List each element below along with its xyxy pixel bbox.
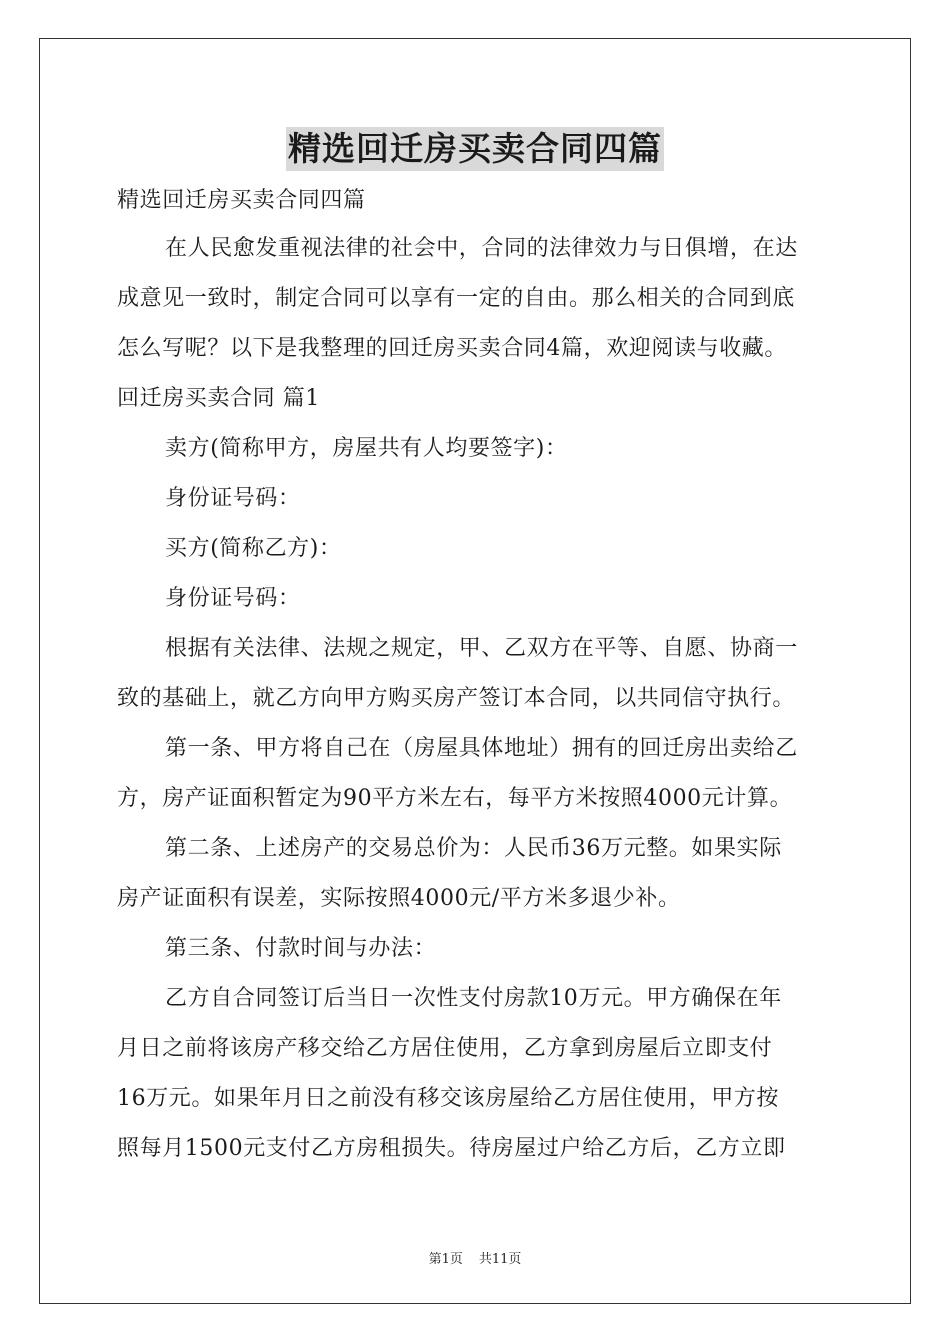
paragraph-line: 致的基础上，就乙方向甲方购买房产签订本合同，以共同信守执行。 [117, 686, 796, 711]
subtitle-line: 精选回迁房买卖合同四篇 [117, 188, 366, 213]
paragraph-line: 身份证号码： [165, 586, 301, 611]
page-total: 共11页 [478, 1252, 522, 1267]
page-number: 第1页 [428, 1252, 463, 1267]
paragraph-line: 16万元。如果年月日之前没有移交该房屋给乙方居住使用，甲方按 [117, 1086, 779, 1111]
paragraph-line: 房产证面积有误差，实际按照4000元/平方米多退少补。 [117, 886, 681, 911]
document-title-text: 精选回迁房买卖合同四篇 [286, 127, 664, 171]
section-heading: 回迁房买卖合同 篇1 [117, 386, 320, 411]
document-title [0, 127, 950, 171]
paragraph-line: 根据有关法律、法规之规定，甲、乙双方在平等、自愿、协商一 [165, 636, 798, 661]
paragraph-line: 买方(简称乙方)： [165, 536, 342, 561]
paragraph-line: 第三条、付款时间与办法： [165, 936, 437, 961]
paragraph-line: 方，房产证面积暂定为90平方米左右，每平方米按照4000元计算。 [117, 786, 793, 811]
paragraph-line: 乙方自合同签订后当日一次性支付房款10万元。甲方确保在年 [165, 986, 782, 1011]
document-body [117, 176, 837, 1174]
paragraph-line: 身份证号码： [165, 486, 301, 511]
paragraph-line: 怎么写呢？以下是我整理的回迁房买卖合同4篇，欢迎阅读与收藏。 [117, 336, 787, 361]
paragraph-line: 卖方(简称甲方，房屋共有人均要签字)： [165, 436, 568, 461]
page-footer [0, 1248, 950, 1267]
paragraph-line: 在人民愈发重视法律的社会中，合同的法律效力与日俱增，在达 [165, 236, 798, 261]
paragraph-line: 月日之前将该房产移交给乙方居住使用，乙方拿到房屋后立即支付 [117, 1036, 773, 1061]
paragraph-line: 第一条、甲方将自己在（房屋具体地址）拥有的回迁房出卖给乙 [165, 736, 798, 761]
paragraph-line: 成意见一致时，制定合同可以享有一定的自由。那么相关的合同到底 [117, 286, 796, 311]
paragraph-line: 第二条、上述房产的交易总价为：人民币36万元整。如果实际 [165, 836, 782, 861]
paragraph-line: 照每月1500元支付乙方房租损失。待房屋过户给乙方后，乙方立即 [117, 1136, 786, 1161]
